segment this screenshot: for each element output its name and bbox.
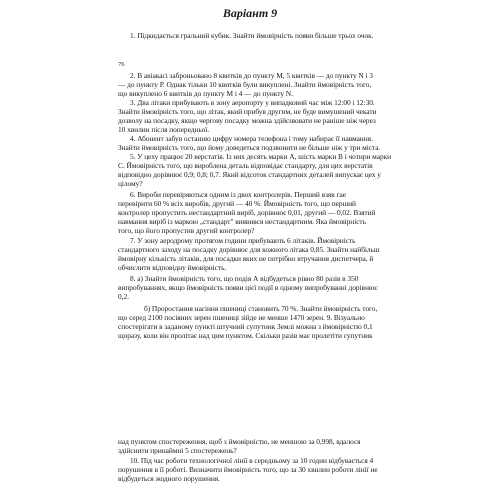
- problem-line: що серед 2100 посіяних зерен пшениці зійде не менше 1470 зерен. 9. Візуально: [118, 313, 365, 322]
- problem-line: 3. Два літаки прибувають в зону аеропорту у випадковий час між 12:00 і 12:30.: [130, 98, 375, 107]
- problem-line: б) Проростання насіння пшениці становить 70 %. Знайти ймовірність того,: [144, 304, 378, 313]
- problem-line: Знайти ймовірність того, що йому доведеться подзвонити не більше ніж у три міста.: [118, 143, 381, 152]
- problem-line: ймовірну кількість літаків, для посадки яких не потрібно втручання диспетчера, й: [118, 254, 374, 263]
- problem-line: над пунктом спостереження, щоб з ймовірністю, не меншою за 0,998, вдалося: [118, 437, 361, 446]
- problem-line: щоразу, коли він пролітає над цим пунктом. Скільки разів має пролетіти супутник: [118, 331, 373, 340]
- problem-line: перевірити 60 % всіх виробів, другий — 40 %. Ймовірність того, що перший: [118, 199, 356, 208]
- problem-line: стандартного заходу на посадку дорівнює для кожного літака 0,85. Знайти найбільш: [118, 245, 380, 254]
- problem-line: Знайти ймовірність того, що літак, який прибув другим, не буде вимушений чекати: [118, 107, 377, 116]
- problem-line: 5. У цеху працює 20 верстатів. Із них десять марки А, шість марки В і чотири марки: [130, 152, 392, 161]
- problem-line: відбудеться жодного порушення.: [118, 474, 220, 483]
- problem-line: що викуплено 6 квитків до пункту М і 4 — до пункту N.: [118, 89, 293, 98]
- problem-line: 10 хвилин після попередньої.: [118, 125, 210, 134]
- problem-line: того, що його пропустив другий контролер?: [118, 226, 255, 235]
- problem-line: — до пункту Р. Однак тільки 10 квитків були викуплені. Знайти ймовірність того,: [118, 80, 372, 89]
- problem-line: С. Ймовірність того, що вироблена деталь відповідає стандарту, для цих верстатів: [118, 161, 373, 170]
- problem-line: дозволу на посадку, якщо чергову посадку можна здійснювати не раніше ніж через: [118, 116, 376, 125]
- problem-line: 7. У зону аеродрому протягом години прибувають 6 літаків. Ймовірність: [130, 236, 356, 245]
- problem-line: обчислити відповідну ймовірність.: [118, 263, 227, 272]
- problem-line: спостерігати в заданому пункті штучний супутник Землі можна з ймовірністю 0,1: [118, 322, 373, 331]
- problem-line: 6. Вироби перевіряються одним із двох контролерів. Перший взяв гае: [130, 190, 346, 199]
- problem-line: навмання виріб із маркою „стандарт" виявився нестандартним. Яка ймовірність: [118, 217, 366, 226]
- problem-line: цілому?: [118, 179, 143, 188]
- problem-line: випробуваннях, якщо ймовірність появи цієї події в одному випробуванні дорівнює: [118, 283, 378, 292]
- problem-line: відповідно дорівнює 0,9; 0,8; 0,7. Який відсоток стандартних деталей випускає цех у: [118, 170, 381, 179]
- problem-line: 8. а) Знайти ймовірність того, що подія А відбудеться рівно 80 разів в 350: [130, 274, 359, 283]
- problem-line: 2. В авіакасі заброньовано 8 квитків до пункту М, 5 квитків — до пункту N і 3: [130, 71, 373, 80]
- problem-line: 0,2.: [118, 292, 129, 301]
- problem-line: 1. Підкидається гральний кубик. Знайти ймовірність появи більше трьох очок.: [130, 31, 374, 40]
- page-number: 76: [118, 61, 125, 68]
- problem-line: 10. Під час роботи технологічної лінії в середньому за 10 годин відбувається 4: [130, 456, 374, 465]
- problem-line: здійснити принаймні 5 спостережень?: [118, 446, 237, 455]
- page-title: Варіант 9: [222, 6, 278, 20]
- problem-line: контролер пропустить нестандартний виріб, дорівнює 0,01, другий — 0,02. Взятий: [118, 208, 376, 217]
- problem-line: порушення в її роботі. Визначити ймовірність того, що за 30 хвилин роботи лінії не: [118, 465, 378, 474]
- problem-line: 4. Абонент забув останню цифру номера телефона і тому набирає її навмання.: [130, 134, 373, 143]
